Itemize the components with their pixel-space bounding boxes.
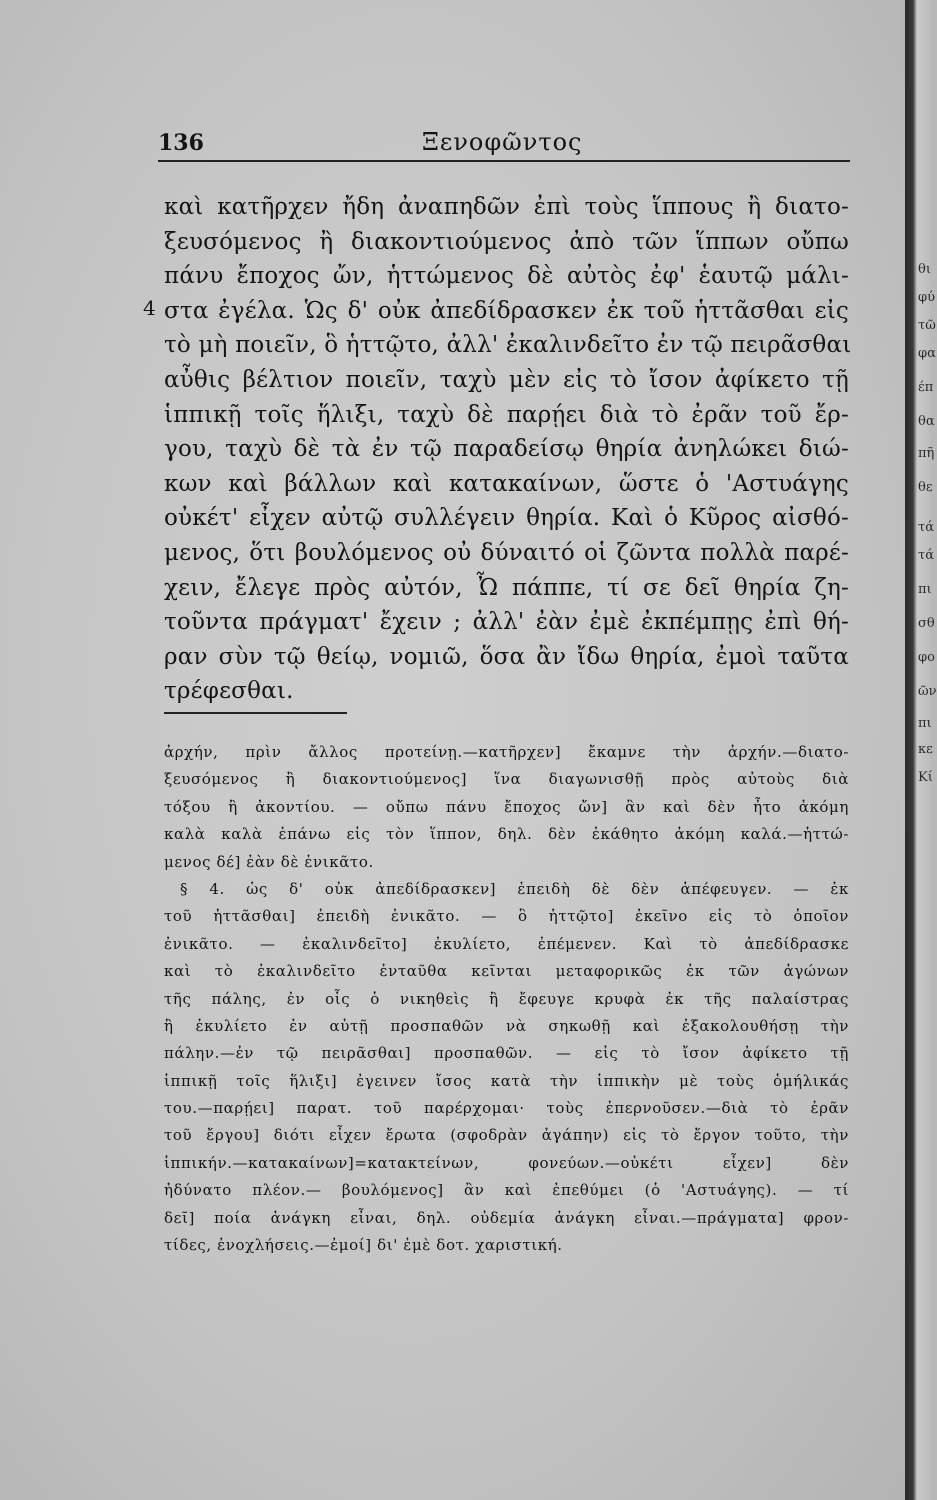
running-title: Ξενοφῶντος bbox=[422, 128, 583, 156]
footnote-line: του.—παρῄει] παρατ. τοῦ παρέρχομαι· τοὺς ἐπερνοῦσεν.—διὰ τὸ ἐρᾶν bbox=[164, 1099, 849, 1118]
text-line: στα ἐγέλα. Ὡς δ' οὐκ ἀπεδίδρασκεν ἐκ τοῦ ἡττᾶσθαι εἰς bbox=[164, 297, 849, 324]
text-line: καὶ κατῆρχεν ἤδη ἀναπηδῶν ἐπὶ τοὺς ἵππους ἢ διατο- bbox=[164, 194, 849, 220]
next-page-fragment: φο bbox=[918, 650, 935, 665]
footnote-line: ἠδύνατο πλέον.— βουλόμενος] ἂν καὶ ἐπεθύμει (ὁ 'Αστυάγης). — τί bbox=[164, 1181, 849, 1200]
footnote-line: δεῖ] ποία ἀνάγκη εἶναι, δηλ. οὐδεμία ἀνάγκη εἶναι.—πράγματα] φρον- bbox=[164, 1208, 849, 1227]
next-page-fragment: κε bbox=[918, 742, 933, 757]
next-page-fragment: έπ bbox=[918, 380, 934, 395]
text-line: τοῦντα πράγματ' ἔχειν ; ἀλλ' ἐὰν ἐμὲ ἐκπέμπῃς ἐπὶ θή- bbox=[164, 609, 849, 636]
footnote-line: ἱππικῇ τοῖς ἥλιξι] ἐγεινεν ἴσος κατὰ τὴν ἱππικὴν μὲ τοὺς ὁμήλικάς bbox=[164, 1071, 849, 1090]
footnote-rule bbox=[164, 712, 347, 714]
footnote-line: τίδες, ἐνοχλήσεις.—ἐμοί] δι' ἐμὲ δοτ. χαριστική. bbox=[164, 1236, 563, 1255]
footnote-line: καὶ τὸ ἐκαλινδεῖτο ἐνταῦθα κεῖνται μεταφορικῶς ἐκ τῶν ἀγώνων bbox=[164, 962, 849, 981]
text-line: οὐκέτ' εἶχεν αὐτῷ συλλέγειν θηρία. Καὶ ὁ Κῦρος αἰσθό- bbox=[164, 505, 849, 532]
text-line: κων καὶ βάλλων καὶ κατακαίνων, ὥστε ὁ 'Αστυάγης bbox=[164, 470, 849, 497]
text-line: μενος, ὅτι βουλόμενος οὐ δύναιτό οἱ ζῶντα πολλὰ παρέ- bbox=[164, 539, 849, 566]
next-page-fragment: θι bbox=[918, 262, 931, 277]
next-page-fragment: τῶ bbox=[918, 318, 936, 333]
next-page-fragment: Κί bbox=[918, 770, 933, 785]
next-page-fragment: τά bbox=[918, 548, 934, 563]
next-page-fragment: ῶν bbox=[918, 684, 937, 699]
next-page-edge bbox=[905, 0, 937, 1500]
next-page-fragment: τά bbox=[918, 520, 934, 535]
section-number: 4 bbox=[143, 296, 156, 320]
footnote-line: τόξου ἢ ἀκοντίου. — οὔπω πάνυ ἔποχος ὤν] ἂν καὶ δὲν ἦτο ἀκόμη bbox=[164, 797, 849, 816]
next-page-fragment: θε bbox=[918, 480, 933, 495]
footnote-line: ἢ ἐκυλίετο ἐν αὐτῇ προσπαθῶν νὰ σηκωθῇ καὶ ἐξακολουθήσῃ τὴν bbox=[164, 1016, 849, 1035]
text-line: χειν, ἔλεγε πρὸς αὐτόν, Ὦ πάππε, τί σε δεῖ θηρία ζη- bbox=[164, 574, 849, 601]
footnote-line: τῆς πάλης, ἐν οἷς ὁ νικηθεὶς ἢ ἔφευγε κρυφὰ ἐκ τῆς παλαίστρας bbox=[164, 989, 849, 1008]
footnote-line: § 4. ὡς δ' οὐκ ἀπεδίδρασκεν] ἐπειδὴ δὲ δὲν ἀπέφευγεν. — ἐκ bbox=[180, 879, 849, 898]
next-page-fragment: πῆ bbox=[918, 446, 935, 461]
text-line: αὖθις βέλτιον ποιεῖν, ταχὺ μὲν εἰς τὸ ἴσον ἀφίκετο τῇ bbox=[164, 366, 849, 393]
next-page-fragment: φα bbox=[918, 346, 936, 361]
text-line: τρέφεσθαι. bbox=[164, 678, 294, 705]
footnote-line: ἱππικήν.—κατακαίνων]=κατακτείνων, φονεύων.—οὐκέτι εἶχεν] δὲν bbox=[164, 1153, 849, 1172]
text-line: γου, ταχὺ δὲ τὰ ἐν τῷ παραδείσῳ θηρία ἀνηλώκει διώ- bbox=[164, 436, 849, 463]
page-number: 136 bbox=[158, 130, 204, 156]
footnote-line: πάλην.—ἐν τῷ πειρᾶσθαι] προσπαθῶν. — εἰς τὸ ἴσον ἀφίκετο τῇ bbox=[164, 1044, 849, 1063]
footnote-line: τοῦ ἡττᾶσθαι] ἐπειδὴ ἐνικᾶτο. — ὃ ἡττῷτο] ἐκεῖνο εἰς τὸ ὁποῖον bbox=[164, 907, 849, 926]
footnote-line: καλὰ καλὰ ἐπάνω εἰς τὸν ἵππον, δηλ. δὲν ἐκάθητο ἀκόμη καλά.—ἡττώ- bbox=[164, 825, 849, 844]
footnote-line: ἀρχήν, πρὶν ἄλλος προτείνῃ.—κατῆρχεν] ἔκαμνε τὴν ἀρχήν.—διατο- bbox=[164, 743, 849, 761]
next-page-fragment: σθ bbox=[918, 616, 935, 631]
footnote-line: ξευσόμενος ἢ διακοντιούμενος] ἵνα διαγωνισθῇ πρὸς αὐτοὺς διὰ bbox=[164, 770, 849, 789]
text-line: πάνυ ἔποχος ὤν, ἡττώμενος δὲ αὐτὸς ἐφ' ἑαυτῷ μάλι- bbox=[164, 263, 849, 290]
next-page-fragment: πι bbox=[918, 716, 932, 731]
text-line: ραν σὺν τῷ θείῳ, νομιῶ, ὅσα ἂν ἴδω θηρία, ἐμοὶ ταῦτα bbox=[164, 643, 849, 670]
footnote-line: ἐνικᾶτο. — ἐκαλινδεῖτο] ἐκυλίετο, ἐπέμενεν. Καὶ τὸ ἀπεδίδρασκε bbox=[164, 934, 849, 953]
header-rule bbox=[158, 160, 850, 162]
text-line: ξευσόμενος ἢ διακοντιούμενος ἀπὸ τῶν ἵππων οὔπω bbox=[164, 228, 849, 255]
text-line: τὸ μὴ ποιεῖν, ὃ ἡττῷτο, ἀλλ' ἐκαλινδεῖτο ἐν τῷ πειρᾶσθαι bbox=[164, 332, 852, 359]
next-page-fragment: πι bbox=[918, 582, 932, 597]
main-text bbox=[164, 190, 852, 709]
footnote-line: μενος δέ] ἐὰν δὲ ἐνικᾶτο. bbox=[164, 852, 374, 871]
text-line: ἱππικῇ τοῖς ἥλιξι, ταχὺ δὲ παρῄει διὰ τὸ ἐρᾶν τοῦ ἔρ- bbox=[164, 401, 849, 428]
footnotes bbox=[164, 739, 849, 1259]
next-page-fragment: φύ bbox=[918, 290, 936, 305]
next-page-fragment: θα bbox=[918, 414, 935, 429]
footnote-line: τοῦ ἔργου] διότι εἶχεν ἔρωτα (σφοδρὰν ἀγάπην) εἰς τὸ ἔργον τοῦτο, τὴν bbox=[164, 1126, 849, 1145]
